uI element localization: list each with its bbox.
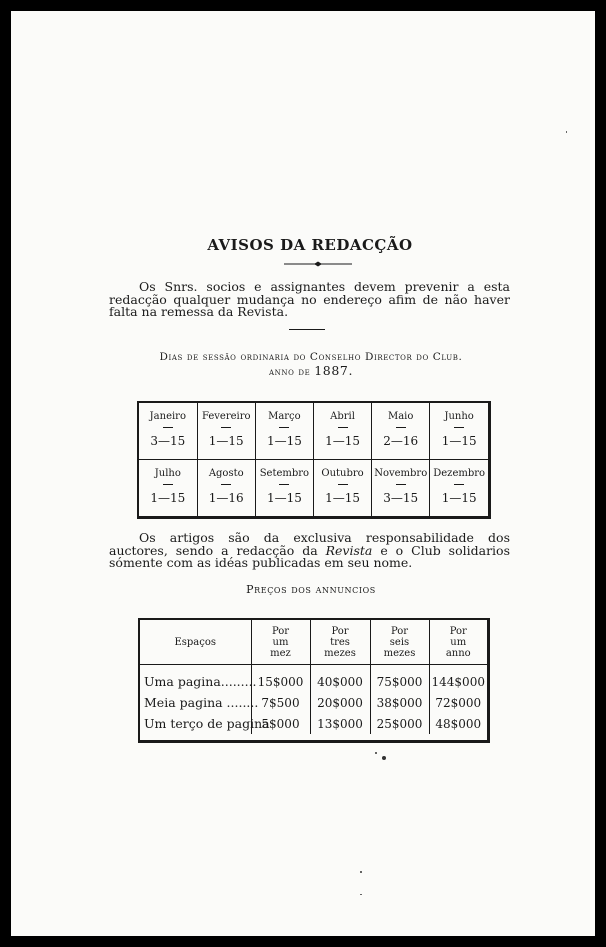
- space-label: Um terço de pagina: [144, 716, 270, 731]
- price-value: 13$000: [310, 713, 370, 734]
- notice-paragraph: [109, 281, 510, 319]
- calendar-cell: [255, 403, 313, 460]
- calendar-caption-anno: anno de: [268, 366, 311, 378]
- session-days: 1—15: [266, 491, 302, 505]
- month-dash: [279, 484, 289, 485]
- month-dash: [338, 484, 348, 485]
- price-value: 48$000: [429, 713, 487, 734]
- month-dash: [279, 427, 289, 428]
- month-dash: [454, 484, 464, 485]
- month-dash: [396, 427, 406, 428]
- month-name: Outubro: [321, 468, 364, 479]
- price-value: 40$000: [310, 665, 370, 693]
- document-page: [11, 11, 595, 936]
- calendar-cell: [430, 403, 488, 460]
- month-name: Março: [268, 411, 301, 422]
- session-days: 1—15: [325, 491, 360, 505]
- month-name: Maio: [387, 411, 414, 422]
- session-days: 3—15: [150, 434, 186, 448]
- price-row: [140, 692, 487, 713]
- price-value: 144$000: [429, 665, 487, 693]
- calendar-caption-line1: Dias de sessão ordinaria do Conselho Director do Club.: [159, 351, 463, 363]
- responsibility-paragraph: [109, 532, 510, 570]
- space-label: Uma pagina.........: [144, 674, 257, 689]
- session-days: 1—15: [208, 434, 244, 448]
- revista-emphasis: Revista: [325, 542, 373, 558]
- session-days: 1—15: [266, 434, 302, 448]
- month-dash: [163, 484, 173, 485]
- prices-caption: Preços dos annuncios: [246, 583, 376, 596]
- calendar-cell: [197, 460, 255, 517]
- calendar-cell: [139, 403, 197, 460]
- advertising-prices-table: [138, 618, 490, 743]
- month-name: Fevereiro: [201, 411, 251, 422]
- calendar-cell: [139, 460, 197, 517]
- session-days: 1—15: [441, 434, 477, 448]
- session-days: 1—15: [441, 491, 477, 505]
- price-value: 5$000: [251, 713, 310, 734]
- responsibility-text-before: Os artigos são da exclusiva responsabilidade dos auctores, sendo a redacção da: [109, 530, 510, 558]
- month-dash: [221, 484, 231, 485]
- notice-text: Os Snrs. socios e assignantes devem prevenir a esta redacção qualquer mudança no endereço afim de não haver falta na remessa da Revista.: [109, 279, 510, 319]
- price-value: 75$000: [370, 665, 429, 693]
- price-row: [140, 665, 487, 693]
- month-dash: [163, 427, 173, 428]
- responsibility-text-after: e o Club solidarios sómente com as idéas publicadas em seu nome.: [109, 542, 510, 570]
- price-column-header: Por um anno: [429, 620, 487, 665]
- month-name: Agosto: [208, 468, 244, 479]
- space-label: Meia pagina ........: [144, 695, 259, 710]
- month-dash: [338, 427, 348, 428]
- title-flourish-divider: [284, 260, 352, 268]
- price-value: 15$000: [251, 665, 310, 693]
- calendar-cell: [372, 403, 430, 460]
- month-name: Setembro: [259, 468, 310, 479]
- section-divider: [289, 329, 325, 330]
- calendar-row: [139, 460, 488, 517]
- session-days: 1—15: [150, 491, 186, 505]
- calendar-cell: [313, 460, 371, 517]
- session-days: 1—15: [325, 434, 360, 448]
- month-name: Janeiro: [149, 411, 186, 422]
- price-value: 25$000: [370, 713, 429, 734]
- month-name: Dezembro: [433, 468, 486, 479]
- session-days: 3—15: [383, 491, 419, 505]
- session-days: 1—16: [208, 491, 244, 505]
- price-column-header: Por um mez: [251, 620, 310, 665]
- session-days: 2—16: [383, 434, 419, 448]
- calendar-cell: [255, 460, 313, 517]
- price-column-header: Por seis mezes: [370, 620, 429, 665]
- price-column-header: Por tres mezes: [310, 620, 370, 665]
- calendar-cell: [372, 460, 430, 517]
- session-calendar-table: [137, 401, 491, 519]
- month-dash: [454, 427, 464, 428]
- price-value: 72$000: [429, 692, 487, 713]
- price-row: [140, 713, 487, 734]
- calendar-caption: [111, 350, 511, 379]
- price-value: 7$500: [251, 692, 310, 713]
- month-name: Junho: [444, 411, 474, 422]
- month-dash: [396, 484, 406, 485]
- calendar-row: [139, 403, 488, 460]
- calendar-year: 1887.: [314, 363, 354, 378]
- price-column-header: Espaços: [140, 620, 251, 665]
- calendar-cell: [430, 460, 488, 517]
- calendar-caption-line2: [111, 364, 511, 379]
- price-value: 20$000: [310, 692, 370, 713]
- calendar-cell: [197, 403, 255, 460]
- calendar-cell: [313, 403, 371, 460]
- month-dash: [221, 427, 231, 428]
- month-name: Novembro: [374, 468, 428, 479]
- month-name: Julho: [154, 468, 181, 479]
- month-name: Abril: [330, 411, 355, 422]
- page-title: AVISOS DA REDACÇÃO: [207, 236, 413, 254]
- price-value: 38$000: [370, 692, 429, 713]
